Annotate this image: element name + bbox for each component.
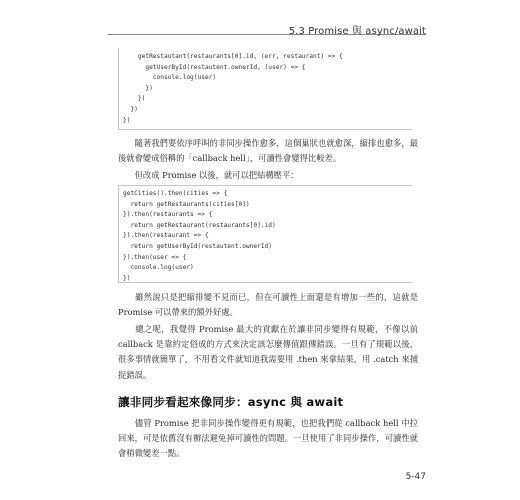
code-line: console.log(user) [123, 74, 217, 82]
paragraph-async-intro: 儘管 Promise 把非同步操作變得更有規範，也把我們從 callback hell 中拉回來，可是依舊沒有辦法避免掉可讀性的問題。一旦使用了非同步操作，可讀性就會稍微變差一點。 [118, 418, 418, 459]
code-line: return getRestaurants(cities[0]) [123, 200, 250, 208]
code-line: }) [123, 274, 131, 282]
paragraph-callback-hell: 隨著我們要依序呼叫的非同步操作愈多，這個巢狀也就愈深，縮排也愈多，最後就會變成俗稱的「callback hell」，可讀性會變得比較差。 [118, 138, 418, 164]
code-line: getCities().then(cities => { [123, 190, 228, 197]
code-line: }) [123, 95, 146, 103]
code-line: }) [123, 105, 138, 113]
code-line: }).then(restaurants => { [123, 211, 213, 219]
code-line: }) [123, 116, 131, 124]
code-line: return getRestaurant(restaurants[0].id) [123, 221, 276, 229]
paragraph-readability: 雖然說只是把縮排變不見而已，但在可讀性上面還是有增加一些的，這就是 Promise 可以帶來的額外好處。 [118, 292, 418, 318]
running-header: 5.3 Promise 與 async/await [288, 26, 426, 37]
code-line: getRestautant(restaurants[0].id, (err, restaurant) => { [123, 53, 343, 60]
code-line: }) [123, 84, 153, 92]
paragraph-flatten-intro: 但改成 Promise 以後，就可以把結構壓平： [118, 170, 299, 180]
code-line: }).then(restaurant => { [123, 232, 209, 240]
code-block-promise [118, 185, 412, 283]
paragraph-promise-contribution: 總之呢，我覺得 Promise 最大的貢獻在於讓非同步變得有規範，不像以前 callback 是靠約定俗成的方式來決定該怎麼傳值跟傳錯誤。一旦有了規範以後，很多事情就簡單了，不用看文件就知道我需要用 .then 來拿結果，用 .catch 來捕捉錯誤。 [118, 324, 418, 380]
section-heading: 讓非同步看起來像同步：async 與 await [118, 395, 344, 409]
page-number: 5-47 [405, 472, 426, 482]
code-line: getUserById(restautent.ownerId, (user) => { [123, 63, 306, 71]
code-line: }).then(user => { [123, 253, 187, 261]
code-line: console.log(user) [123, 264, 194, 272]
code-line: return getUserById(restautent.ownerId) [123, 242, 273, 250]
code-block-callback [118, 48, 412, 130]
